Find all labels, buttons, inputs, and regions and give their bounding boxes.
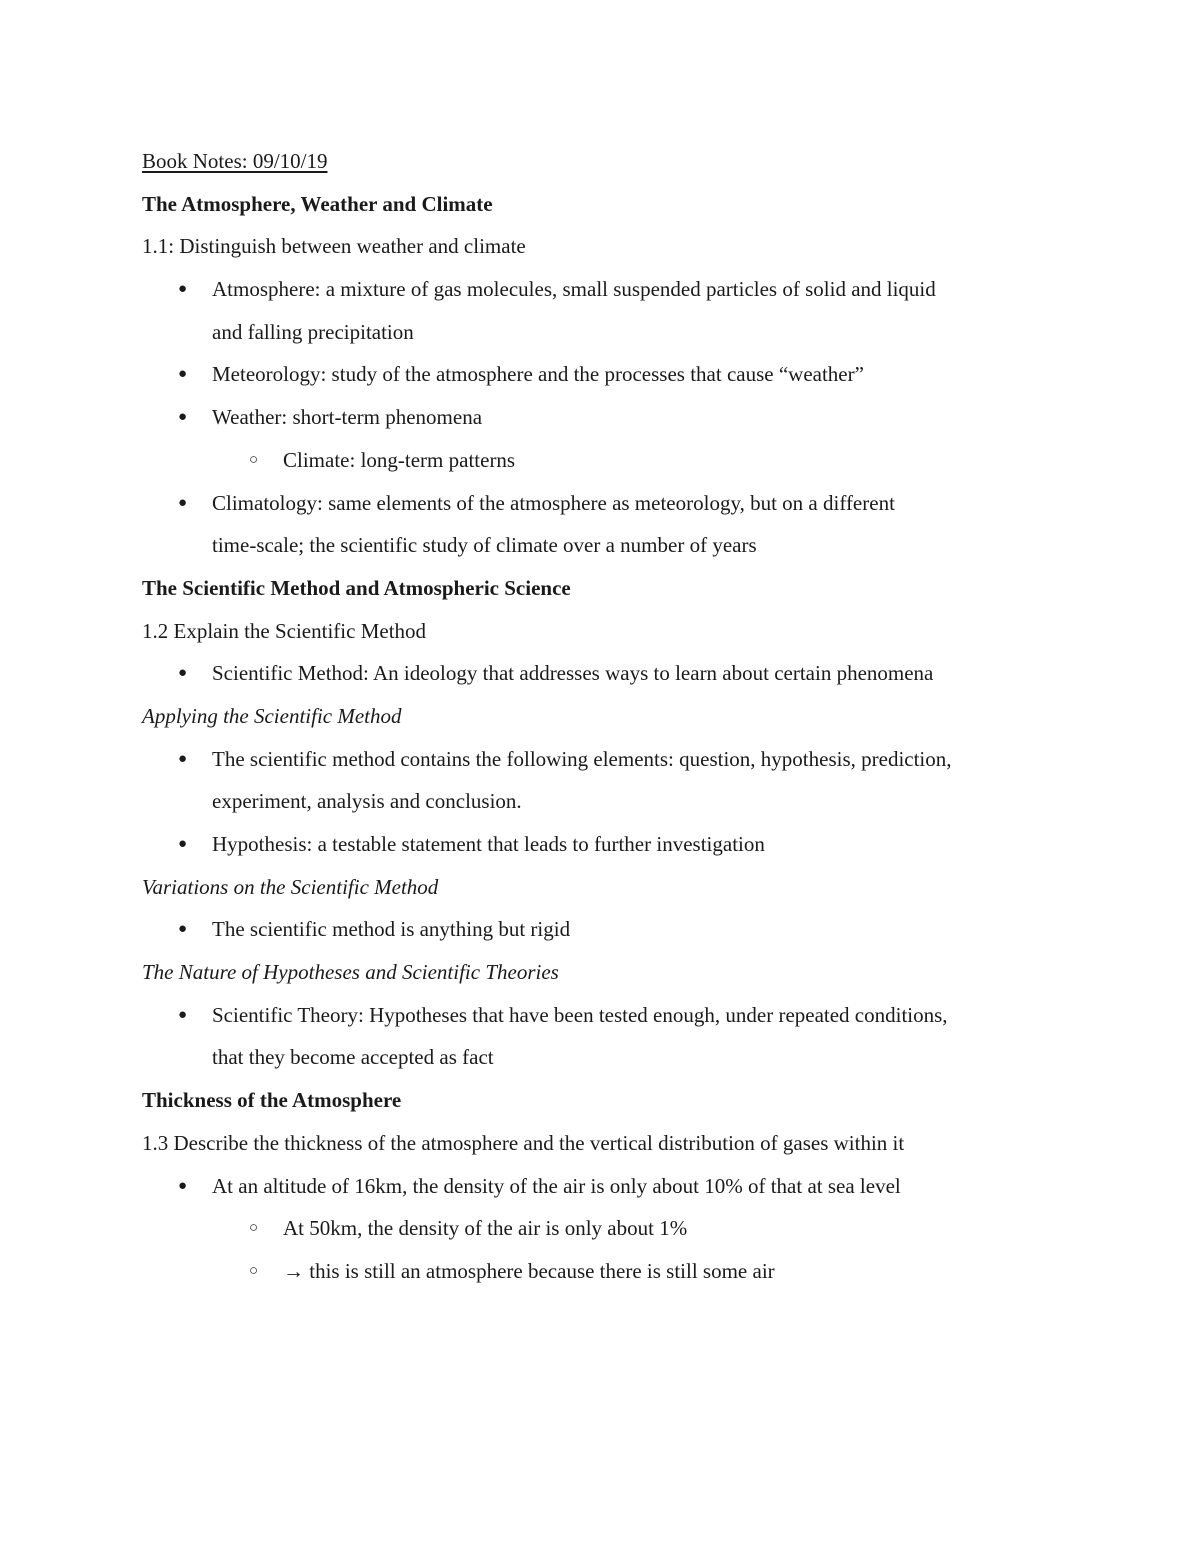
list-item-text: The scientific method is anything but rigid: [212, 917, 571, 942]
section-heading: The Atmosphere, Weather and Climate: [142, 191, 493, 216]
sub-list-item: [142, 439, 1062, 482]
hollow-bullet-icon: ○: [249, 451, 259, 468]
learning-objective: 1.1: Distinguish between weather and climate: [142, 234, 526, 259]
document-title: Book Notes: 09/10/19: [142, 149, 328, 173]
list-item-text: Atmosphere: a mixture of gas molecules, small suspended particles of solid and liquid: [212, 277, 936, 302]
subsection-title: The Nature of Hypotheses and Scientific Theories: [142, 960, 559, 985]
bullet-icon: ●: [178, 409, 188, 426]
list-item: [142, 652, 1062, 695]
list-item: [142, 268, 1062, 353]
list-item-text: Climatology: same elements of the atmosphere as meteorology, but on a different: [212, 490, 895, 515]
bullet-list: [142, 908, 1062, 951]
list-item-text: Hypothesis: a testable statement that leads to further investigation: [212, 832, 765, 856]
bullet-icon: ●: [178, 494, 188, 511]
list-item-text-continued: experiment, analysis and conclusion.: [212, 789, 522, 814]
bullet-icon: ●: [178, 665, 188, 682]
bullet-list: [142, 738, 1062, 866]
hollow-bullet-icon: ○: [249, 1262, 259, 1279]
list-item-text: At an altitude of 16km, the density of the air is only about 10% of that at sea level: [212, 1173, 901, 1198]
bullet-icon: ●: [178, 281, 188, 298]
list-item: [142, 994, 1062, 1079]
list-item-text: The scientific method contains the following elements: question, hypothesis, prediction,: [212, 746, 952, 771]
bullet-icon: ●: [178, 366, 188, 383]
list-item: [142, 908, 1062, 951]
sub-list-item: [142, 1207, 1062, 1250]
list-item-text: Weather: short-term phenomena: [212, 405, 483, 430]
list-item: [142, 482, 1062, 567]
sub-list-item-text: → this is still an atmosphere because there is still some air: [283, 1258, 775, 1283]
sub-list-item-text: At 50km, the density of the air is only about 1%: [283, 1216, 688, 1241]
list-item-text: Meteorology: study of the atmosphere and the processes that cause “weather”: [212, 362, 864, 387]
list-item: [142, 353, 1062, 396]
list-item: [142, 1165, 1062, 1208]
bullet-icon: ●: [178, 1006, 188, 1023]
list-item-text-continued: and falling precipitation: [212, 319, 414, 344]
learning-objective: 1.2 Explain the Scientific Method: [142, 618, 427, 643]
subsection-title: Applying the Scientific Method: [142, 703, 402, 728]
sub-list-item: [142, 1250, 1062, 1293]
bullet-list: [142, 994, 1062, 1079]
notes-body: [142, 140, 1062, 1293]
list-item: [142, 738, 1062, 823]
bullet-list: [142, 268, 1062, 567]
list-item-text-continued: time-scale; the scientific study of climate over a number of years: [212, 533, 757, 558]
list-item-text: Scientific Theory: Hypotheses that have been tested enough, under repeated conditions,: [212, 1002, 948, 1027]
sub-list-item-text: Climate: long-term patterns: [283, 447, 516, 472]
subsection-title: Variations on the Scientific Method: [142, 874, 439, 899]
hollow-bullet-icon: ○: [249, 1220, 259, 1237]
bullet-icon: ●: [178, 750, 188, 767]
bullet-list: [142, 1165, 1062, 1293]
list-item: [142, 396, 1062, 439]
bullet-icon: ●: [178, 1177, 188, 1194]
section-heading: The Scientific Method and Atmospheric Science: [142, 575, 571, 600]
bullet-icon: ●: [178, 836, 188, 852]
bullet-list: [142, 652, 1062, 695]
list-item: [142, 823, 1062, 866]
bullet-icon: ●: [178, 921, 188, 938]
list-item-text: Scientific Method: An ideology that addresses ways to learn about certain phenomena: [212, 661, 934, 686]
section-heading: Thickness of the Atmosphere: [142, 1088, 402, 1113]
learning-objective: 1.3 Describe the thickness of the atmosphere and the vertical distribution of gases within it: [142, 1130, 905, 1155]
list-item-text-continued: that they become accepted as fact: [212, 1045, 494, 1070]
